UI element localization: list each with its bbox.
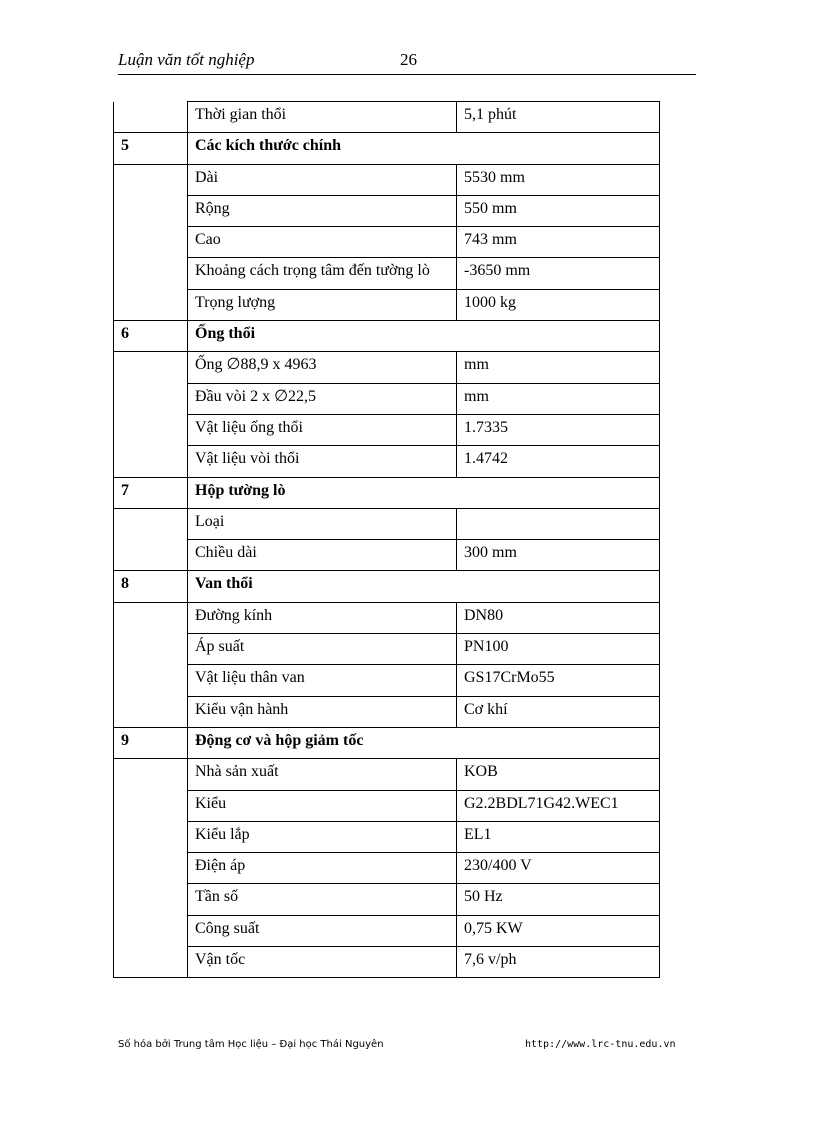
number-cell-empty: [114, 508, 188, 539]
item-value: 230/400 V: [457, 853, 660, 884]
item-label: Vật liệu thân van: [188, 665, 457, 696]
item-value: G2.2BDL71G42.WEC1: [457, 790, 660, 821]
table-row: [114, 383, 660, 414]
number-cell-empty: [114, 258, 188, 289]
item-label: Tần số: [188, 884, 457, 915]
table-row: [114, 258, 660, 289]
table-row: [114, 759, 660, 790]
item-value: [457, 508, 660, 539]
section-row: [114, 571, 660, 602]
table-row: [114, 884, 660, 915]
header-rule: [118, 74, 696, 75]
item-label: Chiều dài: [188, 540, 457, 571]
number-cell-empty: [114, 696, 188, 727]
item-label: Thời gian thổi: [188, 102, 457, 133]
item-label: Đầu vòi 2 x ∅22,5: [188, 383, 457, 414]
item-value: 1000 kg: [457, 289, 660, 320]
item-label: Nhà sản xuất: [188, 759, 457, 790]
number-cell-empty: [114, 102, 188, 133]
number-cell-empty: [114, 602, 188, 633]
item-label: Vận tốc: [188, 947, 457, 978]
item-value: DN80: [457, 602, 660, 633]
header-title: Luận văn tốt nghiệp: [118, 50, 255, 69]
item-label: Loại: [188, 508, 457, 539]
table-row: [114, 446, 660, 477]
table-row: [114, 821, 660, 852]
number-cell-empty: [114, 884, 188, 915]
spec-table: [113, 101, 660, 978]
item-label: Vật liệu ống thổi: [188, 414, 457, 445]
footer-url[interactable]: http://www.lrc-tnu.edu.vn: [525, 1039, 676, 1050]
section-number: 9: [114, 727, 188, 758]
item-label: Kiểu lắp: [188, 821, 457, 852]
number-cell-empty: [114, 947, 188, 978]
table-row: [114, 102, 660, 133]
item-label: Ống ∅88,9 x 4963: [188, 352, 457, 383]
table-row: [114, 540, 660, 571]
table-row: [114, 602, 660, 633]
number-cell-empty: [114, 383, 188, 414]
number-cell-empty: [114, 540, 188, 571]
item-label: Kiểu vận hành: [188, 696, 457, 727]
item-value: 1.7335: [457, 414, 660, 445]
section-row: [114, 133, 660, 164]
table-row: [114, 696, 660, 727]
section-title: Ống thổi: [188, 321, 660, 352]
item-value: mm: [457, 352, 660, 383]
number-cell-empty: [114, 414, 188, 445]
number-cell-empty: [114, 915, 188, 946]
item-value: Cơ khí: [457, 696, 660, 727]
number-cell-empty: [114, 634, 188, 665]
item-value: 5530 mm: [457, 164, 660, 195]
number-cell-empty: [114, 289, 188, 320]
number-cell-empty: [114, 446, 188, 477]
item-value: KOB: [457, 759, 660, 790]
item-label: Công suất: [188, 915, 457, 946]
item-label: Rộng: [188, 195, 457, 226]
table-row: [114, 790, 660, 821]
item-value: 550 mm: [457, 195, 660, 226]
table-row: [114, 853, 660, 884]
number-cell-empty: [114, 790, 188, 821]
item-label: Đường kính: [188, 602, 457, 633]
item-label: Dài: [188, 164, 457, 195]
item-label: Kiểu: [188, 790, 457, 821]
number-cell-empty: [114, 665, 188, 696]
section-title: Van thổi: [188, 571, 660, 602]
number-cell-empty: [114, 759, 188, 790]
table-row: [114, 414, 660, 445]
table-row: [114, 289, 660, 320]
table-row: [114, 352, 660, 383]
item-value: EL1: [457, 821, 660, 852]
page-number: 26: [400, 50, 417, 69]
item-label: Vật liệu vòi thổi: [188, 446, 457, 477]
spec-table-body: [114, 102, 660, 978]
table-row: [114, 915, 660, 946]
item-value: 7,6 v/ph: [457, 947, 660, 978]
number-cell-empty: [114, 227, 188, 258]
section-number: 8: [114, 571, 188, 602]
section-row: [114, 477, 660, 508]
table-row: [114, 508, 660, 539]
table-row: [114, 164, 660, 195]
item-value: mm: [457, 383, 660, 414]
number-cell-empty: [114, 821, 188, 852]
number-cell-empty: [114, 195, 188, 226]
section-row: [114, 321, 660, 352]
section-title: Động cơ và hộp giảm tốc: [188, 727, 660, 758]
section-number: 5: [114, 133, 188, 164]
section-title: Các kích thước chính: [188, 133, 660, 164]
item-label: Áp suất: [188, 634, 457, 665]
item-label: Điện áp: [188, 853, 457, 884]
item-label: Trọng lượng: [188, 289, 457, 320]
table-row: [114, 665, 660, 696]
section-number: 7: [114, 477, 188, 508]
number-cell-empty: [114, 164, 188, 195]
item-value: 0,75 KW: [457, 915, 660, 946]
table-row: [114, 947, 660, 978]
item-value: 743 mm: [457, 227, 660, 258]
item-label: Khoảng cách trọng tâm đến tường lò: [188, 258, 457, 289]
section-title: Hộp tường lò: [188, 477, 660, 508]
table-row: [114, 195, 660, 226]
item-value: GS17CrMo55: [457, 665, 660, 696]
table-row: [114, 634, 660, 665]
item-value: PN100: [457, 634, 660, 665]
item-value: -3650 mm: [457, 258, 660, 289]
item-label: Cao: [188, 227, 457, 258]
number-cell-empty: [114, 853, 188, 884]
section-number: 6: [114, 321, 188, 352]
section-row: [114, 727, 660, 758]
item-value: 50 Hz: [457, 884, 660, 915]
item-value: 1.4742: [457, 446, 660, 477]
number-cell-empty: [114, 352, 188, 383]
item-value: 300 mm: [457, 540, 660, 571]
table-row: [114, 227, 660, 258]
footer-source: Số hóa bởi Trung tâm Học liệu – Đại học Thái Nguyên: [118, 1039, 384, 1050]
item-value: 5,1 phút: [457, 102, 660, 133]
